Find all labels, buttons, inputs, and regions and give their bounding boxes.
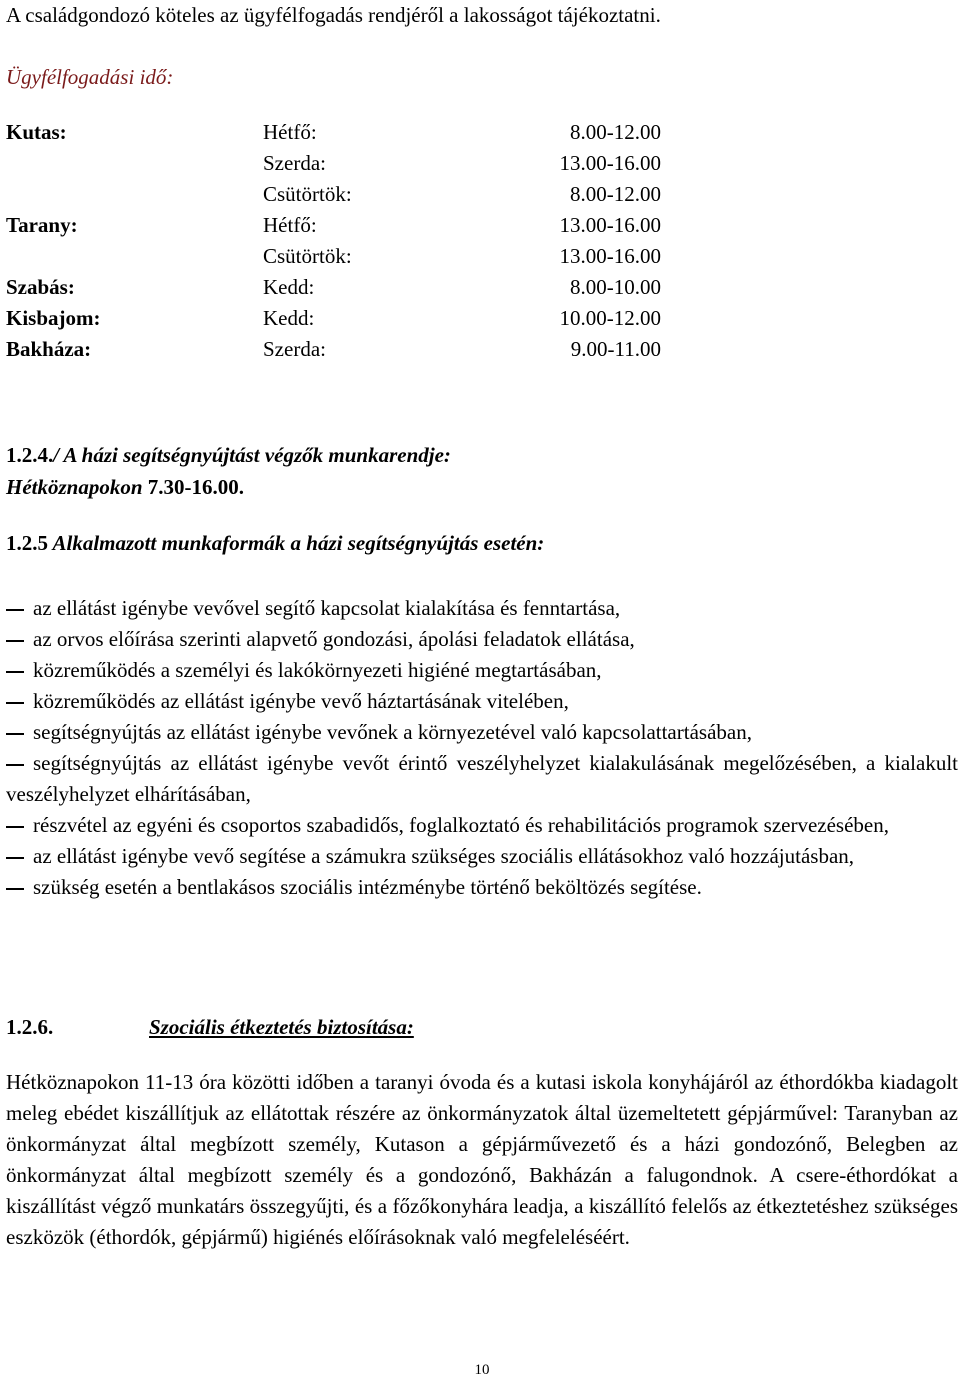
schedule-time: 8.00-10.00 xyxy=(570,275,661,299)
schedule-day: Csütörtök: xyxy=(263,182,352,206)
schedule-row xyxy=(6,241,706,272)
schedule-time: 8.00-12.00 xyxy=(570,182,661,206)
schedule-day: Szerda: xyxy=(263,151,326,175)
task-list xyxy=(6,593,958,903)
dash-bullet-icon xyxy=(6,640,24,642)
schedule-time: 13.00-16.00 xyxy=(559,244,661,268)
section-number: 1.2.5 xyxy=(6,531,48,555)
schedule-row xyxy=(6,179,706,210)
list-item xyxy=(6,748,958,810)
page-number: 10 xyxy=(474,1362,490,1378)
list-item-text: az ellátást igénybe vevővel segítő kapcsolat kialakítása és fenntartása, xyxy=(33,596,621,620)
schedule-time: 8.00-12.00 xyxy=(570,120,661,144)
weekday-hours xyxy=(6,472,244,503)
list-item xyxy=(6,655,958,686)
schedule-time: 10.00-12.00 xyxy=(559,306,661,330)
schedule-row xyxy=(6,272,706,303)
dash-bullet-icon xyxy=(6,826,24,828)
schedule-time: 13.00-16.00 xyxy=(559,213,661,237)
schedule-day: Kedd: xyxy=(263,306,315,330)
list-item xyxy=(6,593,958,624)
list-item xyxy=(6,810,958,841)
dash-bullet-icon xyxy=(6,888,24,890)
schedule-table xyxy=(6,117,706,365)
reception-hours-heading: Ügyfélfogadási idő: xyxy=(6,65,174,89)
list-item-text: közreműködés a személyi és lakókörnyezeti higiéné megtartásában, xyxy=(33,658,602,682)
list-item-text: az ellátást igénybe vevő segítése a számukra szükséges szociális ellátásokhoz való hozzájutásban, xyxy=(33,844,855,868)
list-item-text: segítségnyújtás az ellátást igénybe vevőnek a környezetével való kapcsolattartásában, xyxy=(33,720,752,744)
section-125-heading xyxy=(6,528,544,559)
list-item-text: közreműködés az ellátást igénybe vevő háztartásának vitelében, xyxy=(33,689,569,713)
schedule-location: Kutas: xyxy=(6,120,67,144)
section-124-heading xyxy=(6,440,451,471)
section-title: Alkalmazott munkaformák a házi segítségnyújtás esetén: xyxy=(52,531,545,555)
dash-bullet-icon xyxy=(6,702,24,704)
section-number: 1.2.6. xyxy=(6,1015,54,1039)
dash-bullet-icon xyxy=(6,671,24,673)
schedule-day: Szerda: xyxy=(263,337,326,361)
schedule-row xyxy=(6,117,706,148)
list-item xyxy=(6,624,958,655)
weekday-time: 7.30-16.00. xyxy=(147,475,245,499)
section-number: 1.2.4. xyxy=(6,443,54,467)
schedule-row xyxy=(6,148,706,179)
dash-bullet-icon xyxy=(6,857,24,859)
list-item xyxy=(6,686,958,717)
section-title: / A házi segítségnyújtást végzők munkarendje: xyxy=(53,443,451,467)
list-item-text: részvétel az egyéni és csoportos szabadidős, foglalkoztató és rehabilitációs programok szervezésében, xyxy=(33,813,889,837)
schedule-day: Hétfő: xyxy=(263,120,317,144)
list-item-text: az orvos előírása szerinti alapvető gondozási, ápolási feladatok ellátása, xyxy=(33,627,635,651)
list-item xyxy=(6,841,958,872)
schedule-row xyxy=(6,303,706,334)
schedule-location: Tarany: xyxy=(6,213,78,237)
dash-bullet-icon xyxy=(6,609,24,611)
section-title: Szociális étkeztetés biztosítása: xyxy=(149,1015,414,1039)
schedule-row xyxy=(6,210,706,241)
list-item xyxy=(6,717,958,748)
intro-text: A családgondozó köteles az ügyfélfogadás rendjéről a lakosságot tájékoztatni. xyxy=(6,3,661,27)
schedule-location: Kisbajom: xyxy=(6,306,101,330)
schedule-day: Csütörtök: xyxy=(263,244,352,268)
list-item-text: segítségnyújtás az ellátást igénybe vevőt érintő veszélyhelyzet kialakulásának megelőzésében, a kialakult veszélyhelyzet elhárításában, xyxy=(6,751,958,806)
weekday-label: Hétköznapokon xyxy=(6,475,143,499)
meal-service-paragraph: Hétköznapokon 11-13 óra közötti időben a taranyi óvoda és a kutasi iskola konyhájáról az éthordókba kiadagolt meleg ebédet kiszállítjuk az ellátottak részére az önkormányzatok által üzemeltetett gépjárművel: Taranyban az önkormányzat által megbízott személy, Kutason a gépjárművezető és a házi gondozónő, Belegben az önkormányzat által megbízott személy és a gondozónő, Bakházán a falugondnok. A csere-éthordókat a kiszállítást végző munkatárs összegyűjti, és a főzőkonyhára leadja, a kiszállító felelős az étkeztetéshez szükséges eszközök (éthordók, gépjármű) higiénés előírásoknak való megfeleléséért. xyxy=(6,1070,958,1249)
schedule-day: Hétfő: xyxy=(263,213,317,237)
dash-bullet-icon xyxy=(6,733,24,735)
dash-bullet-icon xyxy=(6,764,24,766)
list-item-text: szükség esetén a bentlakásos szociális intézménybe történő beköltözés segítése. xyxy=(33,875,702,899)
schedule-day: Kedd: xyxy=(263,275,315,299)
schedule-time: 13.00-16.00 xyxy=(559,151,661,175)
schedule-location: Szabás: xyxy=(6,275,75,299)
list-item xyxy=(6,872,958,903)
schedule-time: 9.00-11.00 xyxy=(570,337,661,361)
schedule-row xyxy=(6,334,706,365)
schedule-location: Bakháza: xyxy=(6,337,92,361)
